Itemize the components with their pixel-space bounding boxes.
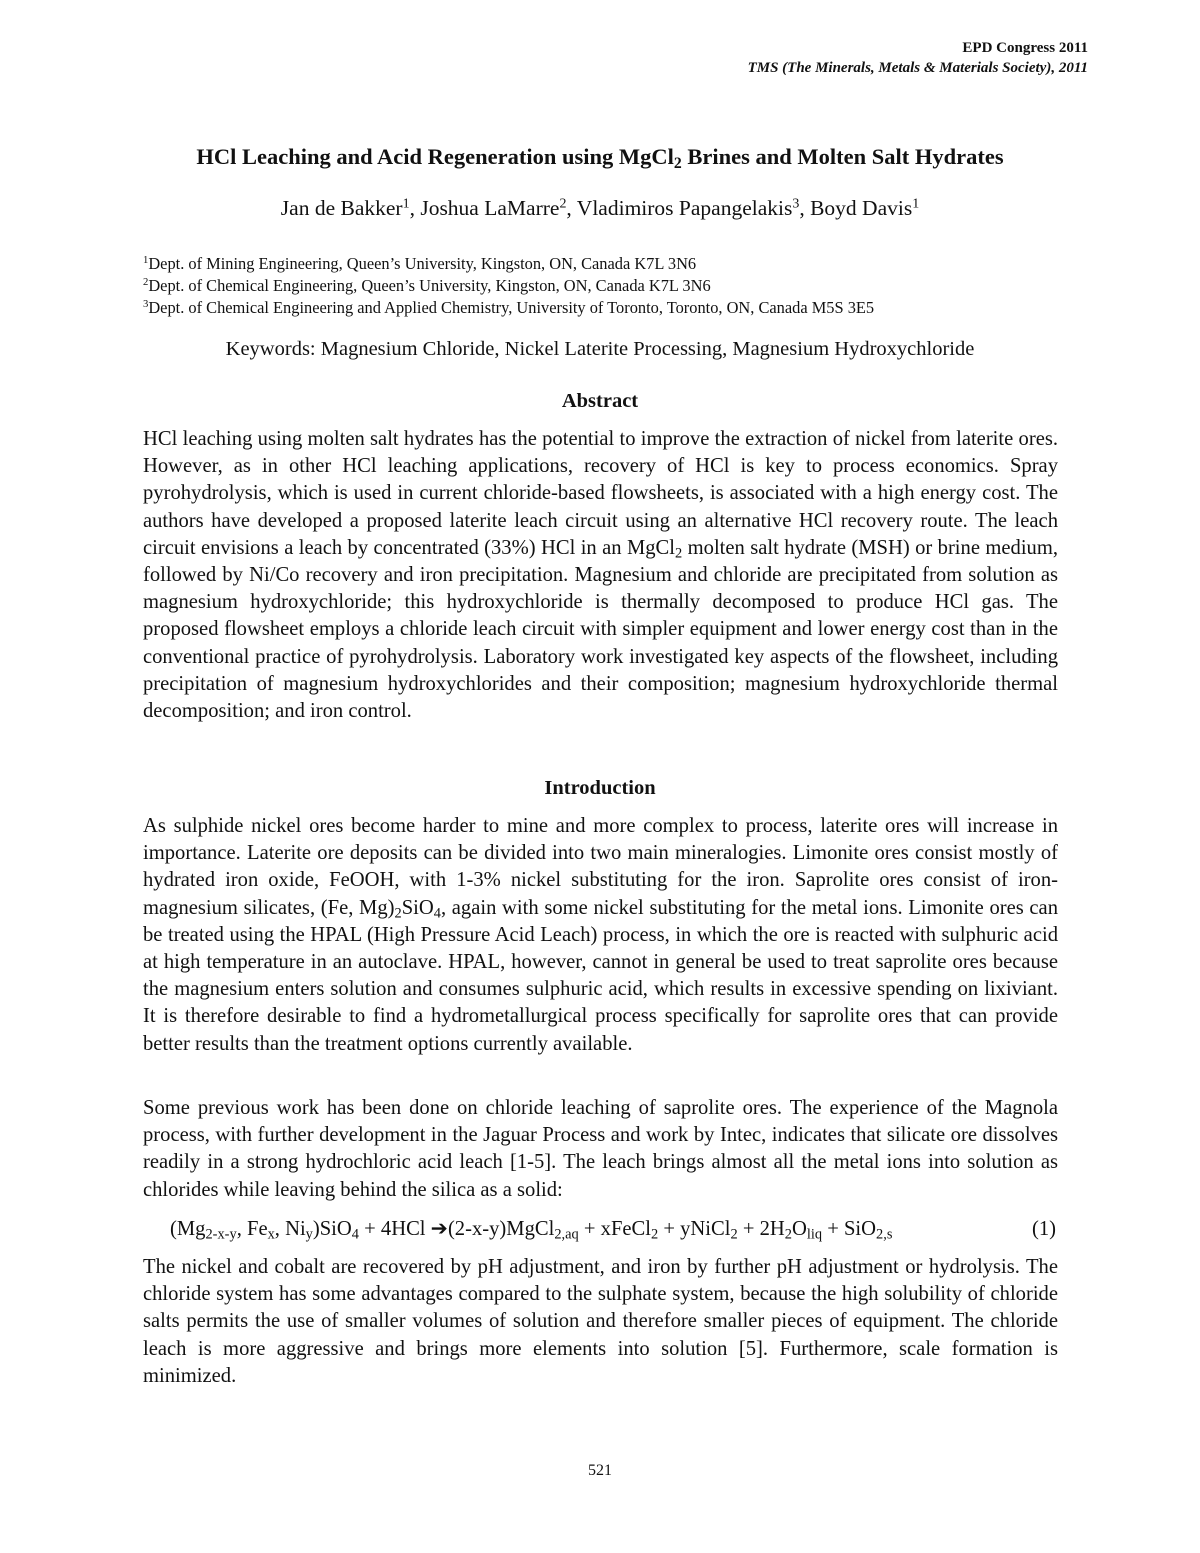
affiliation: $^2$Dept. of Chemical Engineering, Queen’s University, Kingston, ON, Canada K7L 3N6	[143, 276, 711, 295]
author-name: Joshua LaMarre	[420, 196, 560, 220]
introduction-paragraph-3: The nickel and cobalt are recovered by pH adjustment, and iron by further pH adjustment or hydrolysis. The chloride system has some advantages compared to the sulphate system, because the high solubility of chloride salts permits the use of smaller volumes of solution and therefore smaller pieces of equipment. The chloride leach is more aggressive and brings more elements into solution [5]. Furthermore, scale formation is minimized.	[143, 1256, 1058, 1387]
author-name: Vladimiros Papangelakis	[576, 196, 793, 220]
introduction-paragraph-2: Some previous work has been done on chloride leaching of saprolite ores. The experience of the Magnola process, with further development in the Jaguar Process and work by Intec, indicates that silicate ore dissolves readily in a strong hydrochloric acid leach [1-5]. The leach brings almost all the metal ions into solution as chlorides while leaving behind the silica as a solid:	[143, 1097, 1058, 1201]
author-affiliation-mark: 2	[559, 196, 567, 212]
affiliation: $^1$Dept. of Mining Engineering, Queen’s University, Kingston, ON, Canada K7L 3N6	[143, 254, 697, 273]
affiliation-list	[143, 253, 1103, 319]
author-name: Boyd Davis	[810, 196, 913, 220]
abstract-heading: Abstract	[561, 390, 639, 412]
author-affiliation-mark: 1	[912, 196, 920, 212]
author-list: Jan de Bakker$^1$, Joshua LaMarre$^2$, Vladimiros Papangelakis$^3$, Boyd Davis$^1$	[280, 196, 920, 220]
page-number: 521	[588, 1462, 612, 1479]
keywords: Keywords: Magnesium Chloride, Nickel Laterite Processing, Magnesium Hydroxychloride	[225, 338, 975, 360]
author-affiliation-mark: 1	[402, 196, 410, 212]
affiliation: $^3$Dept. of Chemical Engineering and Applied Chemistry, University of Toronto, Toronto, ON, Canada M5S 3E5	[143, 298, 875, 317]
running-head-conference: EPD Congress 2011	[962, 40, 1088, 56]
reaction-arrow-icon: ➔	[430, 1218, 448, 1240]
equation-1	[170, 1214, 1060, 1244]
running-head-publisher: TMS (The Minerals, Metals & Materials Society), 2011	[747, 60, 1088, 76]
introduction-paragraph-1: As sulphide nickel ores become harder to mine and more complex to process, laterite ores will increase in importance. Laterite ore deposits can be divided into two main mineralogies. Limonite ores consist mostly of hydrated iron oxide, FeOOH, with 1-3% nickel substituting for the iron. Saprolite ores consist of iron-magnesium silicates, (Fe, $Mg)_2SiO_4$, again with some nickel substituting for the metal ions. Limonite ores can be treated using the HPAL (High Pressure Acid Leach) process, in which the ore is reacted with sulphuric acid at high temperature in an autoclave. HPAL, however, cannot in general be used to treat saprolite ores because the magnesium enters solution and consumes sulphuric acid, which results in excessive spending on lixiviant. It is therefore desirable to find a hydrometallurgical process specifically for saprolite ores that can provide better results than the treatment options currently available.	[143, 815, 1058, 1055]
author-affiliation-mark: 3	[792, 196, 800, 212]
author-name: Jan de Bakker	[280, 196, 403, 220]
equation-body: ($Mg_{2-x-y}$, $Fe_x$, $Ni_y)SiO_4 + 4HCl$ ➔(2-x-y)MgCl$_{2,aq}$ + xFeCl$_2$ + yNiCl$_2$ + $2H_2O_{liq} + SiO_{2,s}$	[170, 1218, 893, 1243]
abstract-paragraph: HCl leaching using molten salt hydrates has the potential to improve the extraction of nickel from laterite ores. However, as in other HCl leaching applications, recovery of HCl is key to process economics. Spray pyrohydrolysis, which is used in current chloride-based flowsheets, is associated with a high energy cost. The authors have developed a proposed laterite leach circuit using an alternative HCl recovery route. The leach circuit envisions a leach by concentrated (33%) HCl in an MgCl$_2$ molten salt hydrate (MSH) or brine medium, followed by Ni/Co recovery and iron precipitation. Magnesium and chloride are precipitated from solution as magnesium hydroxychloride; this hydroxychloride is thermally decomposed to produce HCl gas. The proposed flowsheet employs a chloride leach circuit with simpler equipment and lower energy cost than in the conventional practice of pyrohydrolysis. Laboratory work investigated key aspects of the flowsheet, including precipitation of magnesium hydroxychlorides and their composition; magnesium hydroxychloride thermal decomposition; and iron control.	[143, 428, 1058, 723]
running-head	[748, 38, 1088, 78]
equation-number: (1)	[1031, 1218, 1056, 1240]
introduction-heading: Introduction	[544, 777, 656, 799]
paper-title: HCl Leaching and Acid Regeneration using MgCl$_2$ Brines and Molten Salt Hydrates	[196, 144, 1004, 172]
